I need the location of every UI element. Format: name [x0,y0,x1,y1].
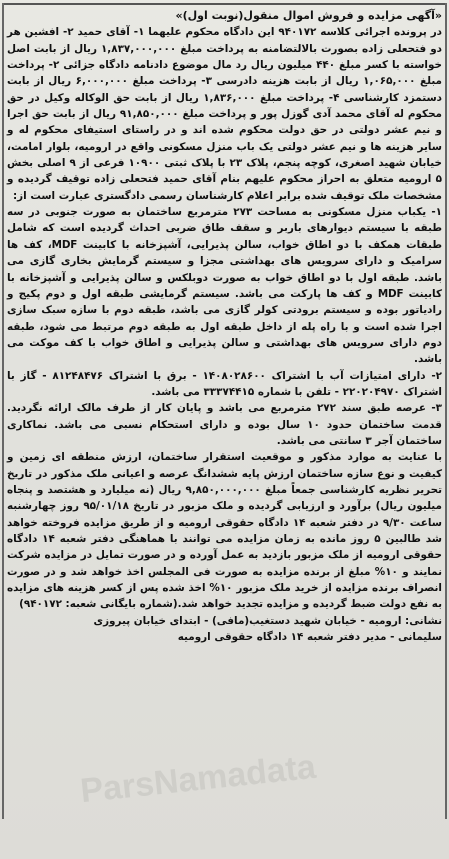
property-item-1: ۱- یکباب منزل مسکونی به مساحت ۲۷۳ مترمربع ساختمان به صورت جنوبی در سه طبقه با سیستم دیوارهای باربر و سقف طاق ضربی احداث گردیده است که شامل طبقات همکف با دو اطاق خواب، سالن پذیرایی، آشپزخانه با کابینت MDF، کف ها سرامیک و دارای سرویس های بهداشتی مجزا و سیستم گرمایش بخاری گازی می باشد. طبقه اول با دو اطاق خواب به صورت دوبلکس و سالن پذیرایی و آشپزخانه با کابینت MDF و کف ها پارکت می باشد. سیستم گرمایشی طبقه اول و دوم پکیج و رادیاتور بوده و سیستم برودتی کولر گازی می باشد، طبقه دوم با سازه سبک سازی اجرا شده است و با راه پله از داخل طبقه اول به طبقه دوم مرتبط می شود، طبقه دوم دارای سرویس های بهداشتی و سالن پذیرایی و اطاق خواب با کف موکت می باشد. [7,206,443,366]
left-border [2,3,4,819]
signature-line: سلیمانی - مدیر دفتر شعبه ۱۴ دادگاه حقوقی ارومیه [177,631,442,644]
property-item-3: ۳- عرصه طبق سند ۲۷۲ مترمربع می باشد و پایان کار از طرف مالک ارائه نگردید. قدمت ساختمان حدود ۱۰ سال بوده و دارای استحکام نسبی می باشد. نماکاری ساختمان آجر ۳ سانتی می باشد. [7,402,442,447]
right-border [445,3,447,819]
watermark: ParsNamadata [78,747,318,811]
notice-title: «آگهی مزایده و فروش اموال منقول(نوبت اول)» [175,9,442,22]
top-border [2,3,447,5]
property-item-2: ۲- دارای امتیازات آب با اشتراک ۱۴۰۸۰۲۸۶۰۰ - برق با اشتراک ۸۱۲۴۸۴۷۶ - گاز با اشتراک ۲۲۰۲۰۴۹۷۰ - تلفن با شماره ۳۳۳۷۴۴۱۵ می باشد. [7,369,442,398]
auction-terms-paragraph: با عنایت به موارد مذکور و موقعیت استقرار ساختمان، ارزش منطقه ای زمین و کیفیت و نوع سازه ساختمان ارزش پایه ششدانگ عرصه و اعیانی ملک مذکور در تاریخ تحریر نظریه کارشناسی جمعاً مبلغ ۹,۸۵۰,۰۰۰,۰۰۰ ریال (نه میلیارد و هشتصد و پنجاه میلیون ریال) برآورد و ارزیابی گردیده و ملک مزبور در تاریخ ۹۵/۰۱/۱۸ روز چهارشنبه ساعت ۹/۳۰ در دفتر شعبه ۱۴ دادگاه حقوقی ارومیه و از طریق مزایده فروخته خواهد شد طالبین ۵ روز مانده به زمان مزایده می توانند با هماهنگی دفتر شعبه ۱۴ دادگاه حقوقی ارومیه از ملک مزبور بازدید به عمل آورده و در صورت تمایل در مزایده شرکت نمایند و ۱۰% مبلغ از برنده مزایده به صورت فی المجلس اخذ خواهد شد و در صورت انصراف برنده مزایده از خرید ملک مزبور ۱۰% اخذ شده پس از کسر هزینه های مزایده به نفع دولت ضبط گردیده و مزایده تجدید خواهد شد.(شماره بایگانی شعبه: ۹۴۰۱۷۲) [7,451,443,611]
notice-body [7,8,442,645]
notice-intro-paragraph: در پرونده اجرائی کلاسه ۹۴۰۱۷۲ این دادگاه محکوم علیهما ۱- آقای حمید ۲- افشین هر دو فتحعلی زاده بصورت بالالتضامنه به پرداخت مبلغ ۱,۸۳۷,۰۰۰,۰۰۰ ریال از بابت اصل خواسته با کسر مبلغ ۴۴۰ میلیون ریال رد مال موضوع دادنامه دادگاه جزائی ۲- پرداخت مبلغ ۱,۰۶۵,۰۰۰ ریال از بابت هزینه دادرسی ۳- پرداخت مبلغ ۶,۰۰۰,۰۰۰ ریال از بابت دستمزد کارشناسی ۴- پرداخت مبلغ ۱,۸۳۶,۰۰۰ ریال از بابت حق الوکاله وکیل در حق محکوم له آقای محمد آدی گوزل پور و پرداخت مبلغ ۹۱,۸۵۰,۰۰۰ ریال از بابت حق اجرا و نیم عشر دولتی در حق دولت محکوم شده اند و در راستای استیفای محکوم له و سایر هزینه ها و نیم عشر دولتی یک باب منزل مسکونی واقع در ارومیه، بلوار امامت، خیابان شهید اصغری، کوچه پنجم، پلاک ۲۳ با پلاک ثبتی ۱۰۹۰۰ فرعی از ۹ اصلی بخش ۵ ارومیه متعلق به احراز محکوم علیهم بنام آقای حمید فتحعلی زاده توقیف گردیده و مشخصات ملک توقیف شده برابر اعلام کارشناسان رسمی دادگستری عبارت است از: [7,26,443,202]
address-line: نشانی: ارومیه - خیابان شهید دستغیب(مافی) - ابتدای خیابان پیروزی [93,614,442,627]
